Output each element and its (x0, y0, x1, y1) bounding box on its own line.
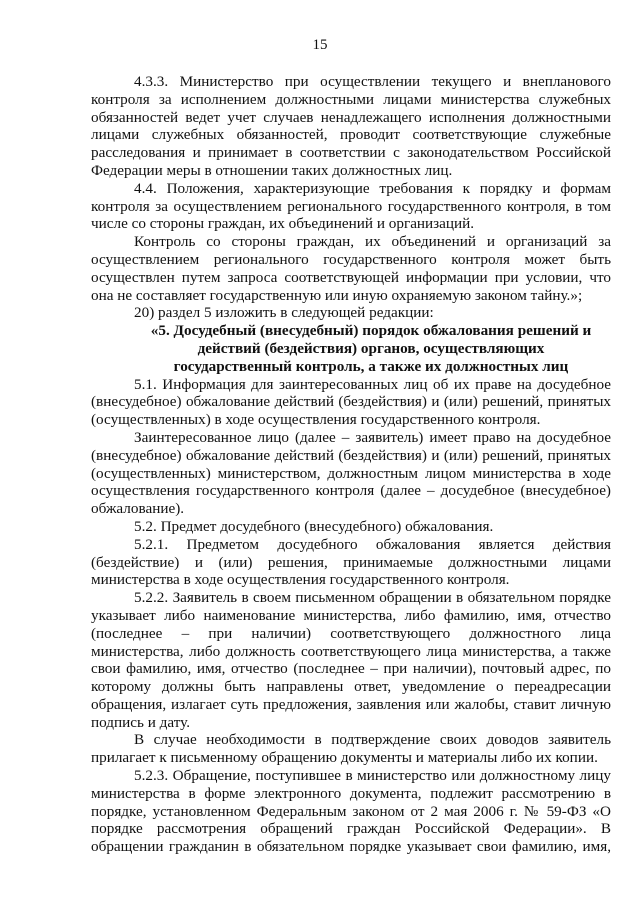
paragraph-4-4: 4.4. Положения, характеризующие требования к порядку и формам контроля за осуществлением регионального государственного контроля, в том числе со стороны граждан, их объединений и организаций. (91, 179, 611, 233)
paragraph-5-2: 5.2. Предмет досудебного (внесудебного) обжалования. (134, 517, 494, 535)
section-5-heading: «5. Досудебный (внесудебный) порядок обжалования решений и действий (бездействия) органов, осуществляющих государственный контроль, а также их должностных лиц (150, 322, 592, 375)
paragraph-interested-person: Заинтересованное лицо (далее – заявитель) имеет право на досудебное (внесудебное) обжалование действий (бездействия) и (или) решений, принятых (осуществленных) министерством, должностным лицом министерства в ходе осуществления государственного контроля (далее – досудебное (внесудебное) обжалование). (91, 428, 611, 518)
paragraph-4-3-3: 4.3.3. Министерство при осуществлении текущего и внепланового контроля за исполнением должностными лицами министерства служебных обязанностей ведет учет случаев ненадлежащего исполнения должностными лицами служебных обязанностей, проводит соответствующие служебные расследования и принимает в соответствии с законодательством Российской Федерации меры в отношении таких должностных лиц. (91, 73, 611, 179)
document-body (91, 73, 611, 856)
paragraph-citizen-control: Контроль со стороны граждан, их объединений и организаций за осуществлением регионального государственного контроля может быть осуществлен путем запроса соответствующей информации при условии, что она не составляет государственную или иную охраняемую законом тайну.»; (91, 233, 611, 304)
paragraph-5-2-2: 5.2.2. Заявитель в своем письменном обращении в обязательном порядке указывает либо наименование министерства, либо фамилию, имя, отчество (последнее – при наличии) соответствующего должностного лица министерства, либо должность соответствующего лица министерства, а также свои фамилию, имя, отчество (последнее – при наличии), почтовый адрес, по которому должны быть направлены ответ, уведомление о переадресации обращения, излагает суть предложения, заявления или жалобы, ставит личную подпись и дату. (91, 589, 611, 731)
paragraph-item-20: 20) раздел 5 изложить в следующей редакции: (134, 304, 434, 322)
page-number: 15 (312, 37, 328, 53)
paragraph-5-2-3: 5.2.3. Обращение, поступившее в министерство или должностному лицу министерства в форме электронного документа, подлежит рассмотрению в порядке, установленном Федеральным законом от 2 мая 2006 г. № 59-ФЗ «О порядке рассмотрения обращений граждан Российской Федерации». В обращении гражданин в обязательном порядке указывает свои фамилию, имя, (91, 767, 611, 856)
paragraph-documents-attachment: В случае необходимости в подтверждение своих доводов заявитель прилагает к письменному обращению документы и материалы либо их копии. (91, 731, 611, 767)
paragraph-5-1: 5.1. Информация для заинтересованных лиц об их праве на досудебное (внесудебное) обжалование действий (бездействия) и (или) решений, принятых (осуществленных) в ходе осуществления государственного контроля. (91, 375, 611, 429)
paragraph-5-2-1: 5.2.1. Предметом досудебного обжалования является действия (бездействие) и (или) решения, принимаемые должностными лицами министерства в ходе осуществления государственного контроля. (91, 535, 611, 589)
